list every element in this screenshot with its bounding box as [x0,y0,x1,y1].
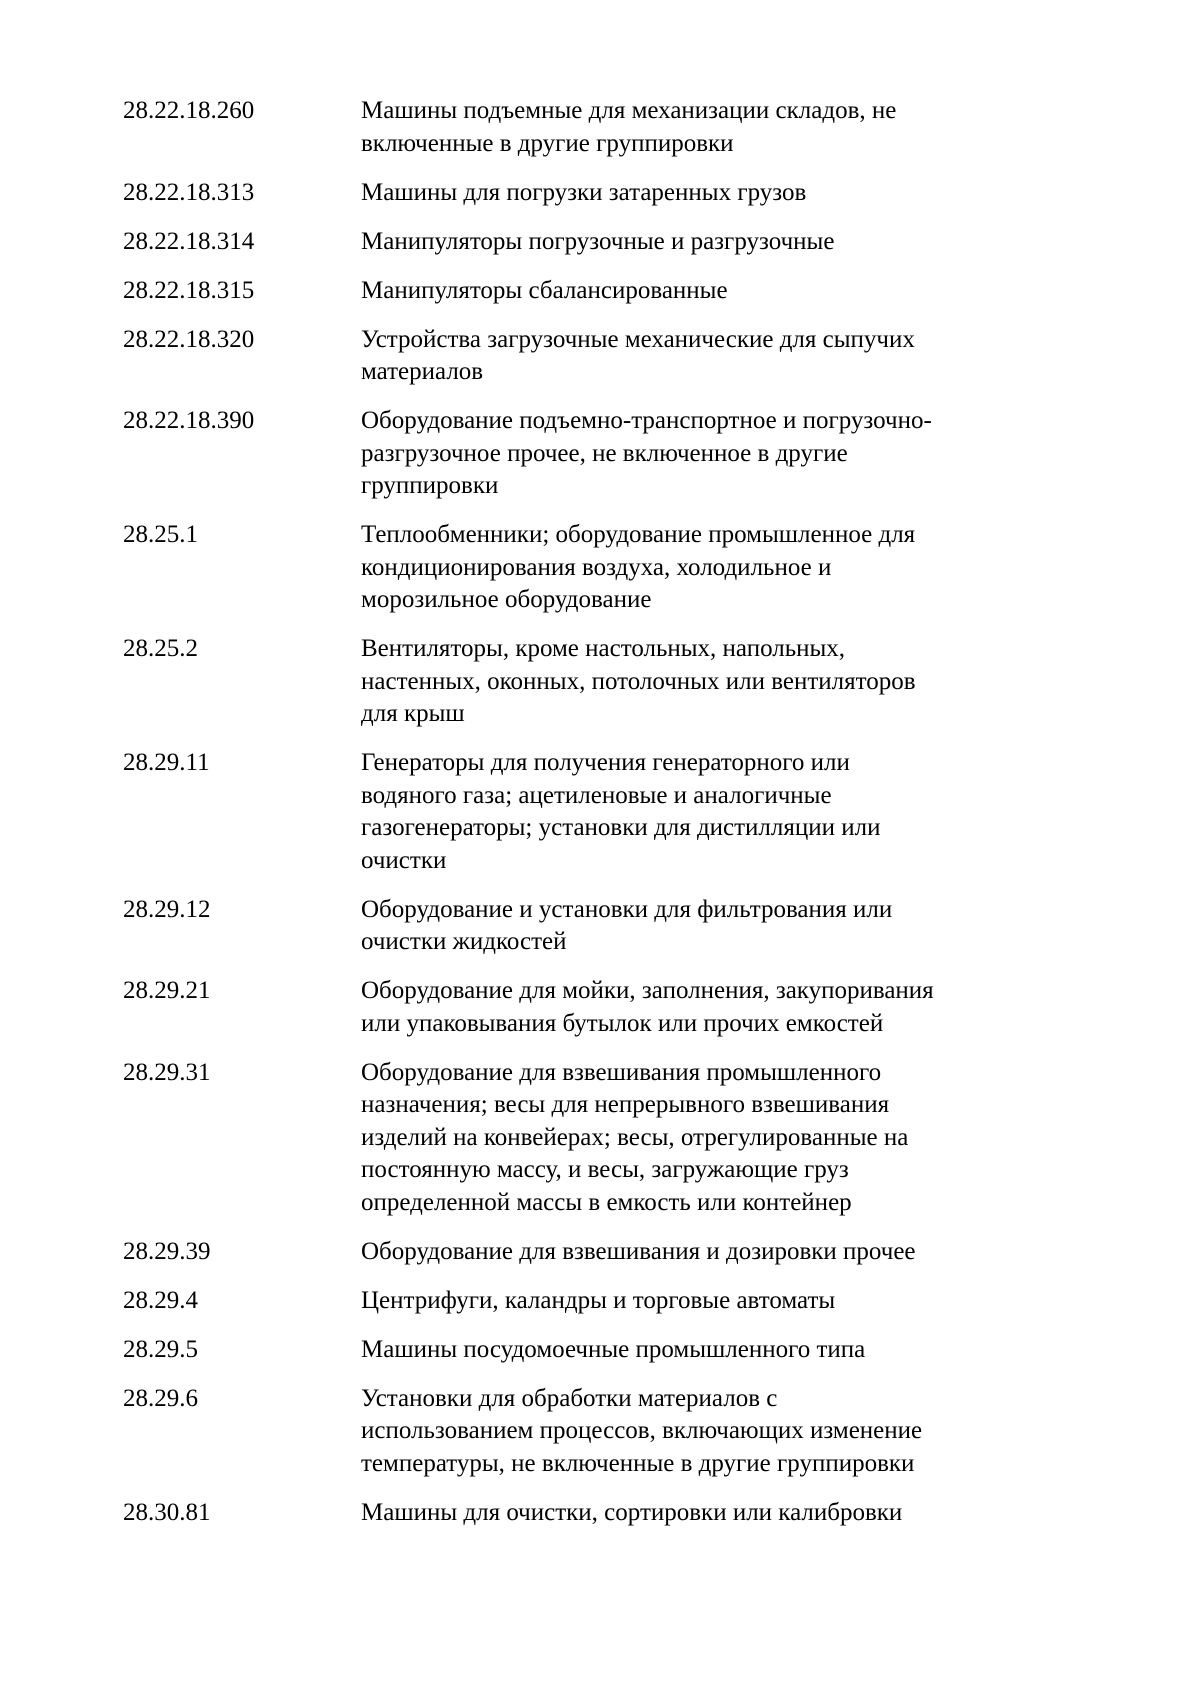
description-line: разгрузочное прочее, не включенное в другие [361,439,848,467]
row-description [361,747,1021,877]
description-line: Машины для очистки, сортировки или калибровки [361,1498,903,1526]
description-line: Оборудование для взвешивания и дозировки прочее [361,1237,916,1265]
table-row [0,1383,1200,1481]
description-line: Теплообменники; оборудование промышленное для [361,521,916,548]
row-code: 28.25.1 [123,521,198,548]
row-description [361,1285,1021,1318]
row-description [361,1334,1021,1367]
row-description [361,1057,1021,1220]
row-description [361,1497,1021,1530]
description-line: кондиционирования воздуха, холодильное и [361,553,832,581]
row-description [361,1236,1021,1269]
table-row [0,324,1200,389]
description-line: Оборудование подъемно-транспортное и погрузочно- [361,407,932,434]
table-row [0,1236,1200,1269]
description-line: Машины посудомоечные промышленного типа [361,1335,866,1363]
description-line: Генераторы для получения генераторного или [361,749,850,776]
description-line: Устройства загрузочные механические для сыпучих [361,325,915,353]
row-code: 28.29.4 [123,1286,198,1314]
row-code: 28.29.6 [123,1384,198,1412]
classification-table [0,95,1200,1529]
row-description [361,177,1021,210]
description-line: Оборудование для мойки, заполнения, закупоривания [361,977,934,1004]
description-line: Манипуляторы погрузочные и разгрузочные [361,227,835,255]
row-code: 28.29.31 [123,1058,211,1086]
table-row [0,1057,1200,1220]
table-row [0,633,1200,731]
description-line: для крыш [361,700,465,727]
row-description [361,324,1021,389]
description-line: определенной массы в емкость или контейнер [361,1188,852,1216]
table-row [0,1497,1200,1530]
row-code: 28.30.81 [123,1498,211,1526]
description-line: водяного газа; ацетиленовые и аналогичные [361,781,832,809]
row-code: 28.29.39 [123,1237,211,1265]
description-line: материалов [361,358,484,385]
row-code: 28.29.21 [123,977,211,1004]
table-row [0,405,1200,503]
description-line: газогенераторы; установки для дистилляции или [361,814,881,841]
table-row [0,894,1200,959]
row-description [361,975,1021,1040]
row-description [361,95,1021,160]
description-line: постоянную массу, и весы, загружающие груз [361,1156,849,1183]
description-line: группировки [361,472,499,499]
table-row [0,519,1200,617]
description-line: морозильное оборудование [361,586,652,613]
table-row [0,1285,1200,1318]
table-row [0,275,1200,308]
description-line: назначения; весы для непрерывного взвешивания [361,1091,890,1118]
description-line: включенные в другие группировки [361,129,734,157]
row-code: 28.25.2 [123,635,198,662]
row-code: 28.29.5 [123,1335,198,1363]
row-code: 28.22.18.320 [123,325,255,353]
row-description [361,894,1021,959]
table-row [0,975,1200,1040]
description-line: изделий на конвейерах; весы, отрегулированные на [361,1123,909,1151]
description-line: настенных, оконных, потолочных или вентиляторов [361,667,916,695]
row-description [361,405,1021,503]
table-row [0,177,1200,210]
description-line: Машины для погрузки затаренных грузов [361,178,807,206]
row-code: 28.22.18.315 [123,276,255,304]
row-description [361,275,1021,308]
description-line: Установки для обработки материалов с [361,1384,778,1412]
row-code: 28.29.11 [123,749,210,776]
description-line: использованием процессов, включающих изменение [361,1417,923,1444]
row-description [361,633,1021,731]
table-row [0,747,1200,877]
description-line: Оборудование для взвешивания промышленного [361,1058,882,1086]
description-line: Манипуляторы сбалансированные [361,276,728,304]
table-row [0,1334,1200,1367]
description-line: температуры, не включенные в другие группировки [361,1449,915,1477]
description-line: Центрифуги, каландры и торговые автоматы [361,1286,836,1314]
row-code: 28.22.18.390 [123,407,255,434]
description-line: очистки [361,846,447,874]
table-row [0,226,1200,259]
row-description [361,519,1021,617]
description-line: или упаковывания бутылок или прочих емкостей [361,1009,884,1037]
description-line: Оборудование и установки для фильтрования или [361,895,893,923]
description-line: Машины подъемные для механизации складов, не [361,97,897,124]
table-row [0,95,1200,160]
row-code: 28.22.18.314 [123,227,255,255]
description-line: Вентиляторы, кроме настольных, напольных, [361,635,846,662]
row-code: 28.22.18.260 [123,97,255,124]
row-description [361,1383,1021,1481]
row-code: 28.29.12 [123,895,211,923]
description-line: очистки жидкостей [361,928,567,955]
row-description [361,226,1021,259]
row-code: 28.22.18.313 [123,178,255,206]
